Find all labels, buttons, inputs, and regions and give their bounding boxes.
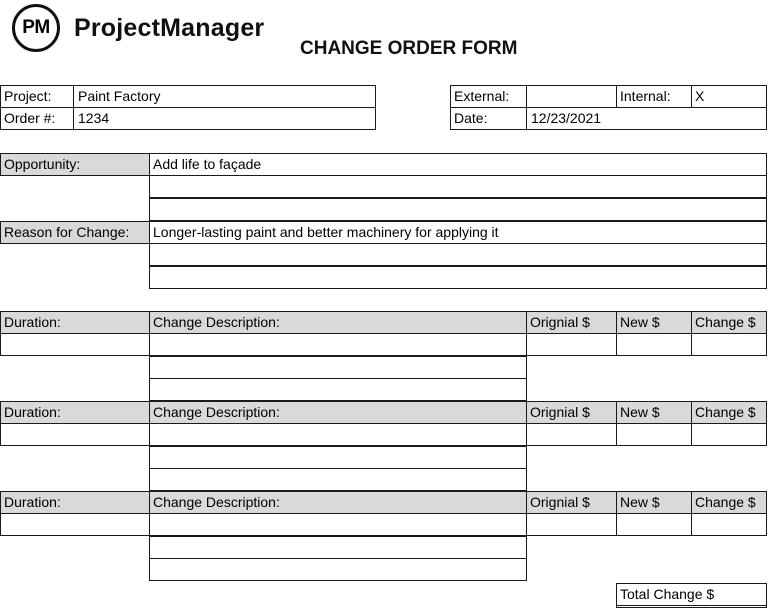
- new-amount-label: New $: [616, 401, 692, 424]
- reason-line-3[interactable]: [149, 266, 767, 289]
- original-amount-field[interactable]: [526, 333, 617, 356]
- original-amount-label: Orignial $: [526, 401, 617, 424]
- original-amount-label: Orignial $: [526, 311, 617, 334]
- internal-label: Internal:: [616, 85, 692, 108]
- external-field[interactable]: [526, 85, 617, 108]
- change-amount-label: Change $: [691, 311, 767, 334]
- order-number-label: Order #:: [0, 107, 74, 130]
- project-field[interactable]: Paint Factory: [73, 85, 376, 108]
- form-title: CHANGE ORDER FORM: [300, 38, 518, 59]
- change-description-line-2[interactable]: [149, 536, 527, 559]
- total-change-label: Total Change $: [616, 583, 767, 606]
- change-description-line-2[interactable]: [149, 446, 527, 469]
- change-amount-field[interactable]: [691, 423, 767, 446]
- reason-label: Reason for Change:: [0, 221, 150, 244]
- pm-logo-icon: PM: [12, 4, 60, 52]
- duration-field[interactable]: [0, 423, 150, 446]
- change-description-line-3[interactable]: [149, 378, 527, 401]
- opportunity-line-2[interactable]: [149, 175, 767, 198]
- new-amount-field[interactable]: [616, 423, 692, 446]
- internal-field[interactable]: X: [691, 85, 767, 108]
- duration-field[interactable]: [0, 333, 150, 356]
- reason-line-2[interactable]: [149, 243, 767, 266]
- original-amount-label: Orignial $: [526, 491, 617, 514]
- change-amount-field[interactable]: [691, 513, 767, 536]
- new-amount-label: New $: [616, 311, 692, 334]
- opportunity-label: Opportunity:: [0, 153, 150, 176]
- date-field[interactable]: 12/23/2021: [526, 107, 767, 130]
- duration-label: Duration:: [0, 401, 150, 424]
- opportunity-line-1[interactable]: Add life to façade: [149, 153, 767, 176]
- new-amount-label: New $: [616, 491, 692, 514]
- project-label: Project:: [0, 85, 74, 108]
- change-description-line-3[interactable]: [149, 468, 527, 491]
- original-amount-field[interactable]: [526, 423, 617, 446]
- date-label: Date:: [450, 107, 527, 130]
- change-description-label: Change Description:: [149, 311, 527, 334]
- duration-field[interactable]: [0, 513, 150, 536]
- reason-line-1[interactable]: Longer-lasting paint and better machinery for applying it: [149, 221, 767, 244]
- new-amount-field[interactable]: [616, 333, 692, 356]
- order-number-field[interactable]: 1234: [73, 107, 376, 130]
- brand-name: ProjectManager: [74, 13, 265, 42]
- brand-logo: [12, 5, 264, 51]
- duration-label: Duration:: [0, 311, 150, 334]
- external-label: External:: [450, 85, 527, 108]
- change-description-line-3[interactable]: [149, 558, 527, 581]
- change-amount-label: Change $: [691, 491, 767, 514]
- change-description-line-1[interactable]: [149, 423, 527, 446]
- change-amount-field[interactable]: [691, 333, 767, 356]
- change-description-line-1[interactable]: [149, 513, 527, 536]
- opportunity-line-3[interactable]: [149, 198, 767, 221]
- new-amount-field[interactable]: [616, 513, 692, 536]
- change-description-label: Change Description:: [149, 491, 527, 514]
- change-amount-label: Change $: [691, 401, 767, 424]
- duration-label: Duration:: [0, 491, 150, 514]
- change-description-line-2[interactable]: [149, 356, 527, 379]
- change-description-label: Change Description:: [149, 401, 527, 424]
- change-description-line-1[interactable]: [149, 333, 527, 356]
- original-amount-field[interactable]: [526, 513, 617, 536]
